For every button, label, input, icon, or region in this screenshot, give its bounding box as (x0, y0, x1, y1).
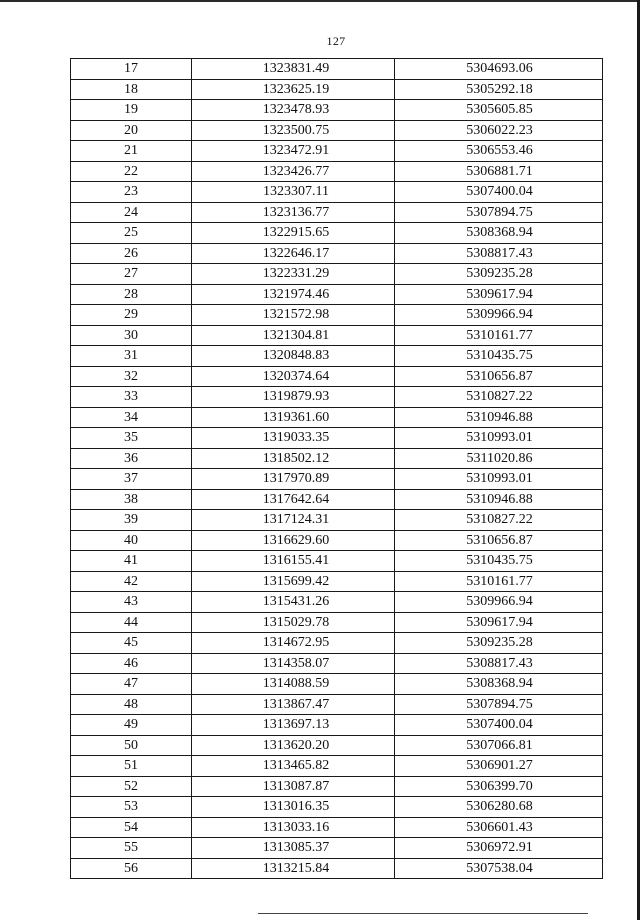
x-coordinate-cell: 1321572.98 (192, 305, 395, 326)
y-coordinate-cell: 5308817.43 (395, 653, 603, 674)
table-row (71, 817, 603, 838)
scan-top-edge (0, 0, 640, 2)
table-row (71, 100, 603, 121)
table-row (71, 674, 603, 695)
y-coordinate-cell: 5307894.75 (395, 202, 603, 223)
x-coordinate-cell: 1323472.91 (192, 141, 395, 162)
table-row (71, 79, 603, 100)
point-number-cell: 51 (71, 756, 192, 777)
table-row (71, 182, 603, 203)
point-number-cell: 28 (71, 284, 192, 305)
x-coordinate-cell: 1313620.20 (192, 735, 395, 756)
y-coordinate-cell: 5306972.91 (395, 838, 603, 859)
x-coordinate-cell: 1321304.81 (192, 325, 395, 346)
x-coordinate-cell: 1313016.35 (192, 797, 395, 818)
table-row (71, 346, 603, 367)
table-row (71, 243, 603, 264)
y-coordinate-cell: 5308368.94 (395, 674, 603, 695)
x-coordinate-cell: 1313085.37 (192, 838, 395, 859)
point-number-cell: 46 (71, 653, 192, 674)
y-coordinate-cell: 5310827.22 (395, 510, 603, 531)
table-row (71, 161, 603, 182)
table-row (71, 366, 603, 387)
point-number-cell: 39 (71, 510, 192, 531)
y-coordinate-cell: 5307400.04 (395, 715, 603, 736)
point-number-cell: 41 (71, 551, 192, 572)
x-coordinate-cell: 1314672.95 (192, 633, 395, 654)
table-row (71, 592, 603, 613)
point-number-cell: 49 (71, 715, 192, 736)
y-coordinate-cell: 5311020.86 (395, 448, 603, 469)
x-coordinate-cell: 1313697.13 (192, 715, 395, 736)
table-row (71, 551, 603, 572)
y-coordinate-cell: 5310993.01 (395, 428, 603, 449)
point-number-cell: 32 (71, 366, 192, 387)
y-coordinate-cell: 5309966.94 (395, 305, 603, 326)
x-coordinate-cell: 1313087.87 (192, 776, 395, 797)
table-row (71, 120, 603, 141)
point-number-cell: 44 (71, 612, 192, 633)
x-coordinate-cell: 1314358.07 (192, 653, 395, 674)
y-coordinate-cell: 5309966.94 (395, 592, 603, 613)
y-coordinate-cell: 5306881.71 (395, 161, 603, 182)
x-coordinate-cell: 1317124.31 (192, 510, 395, 531)
table-row (71, 489, 603, 510)
point-number-cell: 22 (71, 161, 192, 182)
point-number-cell: 23 (71, 182, 192, 203)
x-coordinate-cell: 1318502.12 (192, 448, 395, 469)
y-coordinate-cell: 5310946.88 (395, 489, 603, 510)
x-coordinate-cell: 1320848.83 (192, 346, 395, 367)
table-row (71, 305, 603, 326)
coordinates-table-body (71, 59, 603, 879)
y-coordinate-cell: 5305292.18 (395, 79, 603, 100)
table-row (71, 838, 603, 859)
x-coordinate-cell: 1313465.82 (192, 756, 395, 777)
table-row (71, 858, 603, 879)
x-coordinate-cell: 1313033.16 (192, 817, 395, 838)
point-number-cell: 18 (71, 79, 192, 100)
table-row (71, 59, 603, 80)
x-coordinate-cell: 1317642.64 (192, 489, 395, 510)
y-coordinate-cell: 5309617.94 (395, 284, 603, 305)
point-number-cell: 34 (71, 407, 192, 428)
x-coordinate-cell: 1317970.89 (192, 469, 395, 490)
point-number-cell: 50 (71, 735, 192, 756)
point-number-cell: 25 (71, 223, 192, 244)
point-number-cell: 33 (71, 387, 192, 408)
x-coordinate-cell: 1323426.77 (192, 161, 395, 182)
x-coordinate-cell: 1321974.46 (192, 284, 395, 305)
y-coordinate-cell: 5310435.75 (395, 346, 603, 367)
point-number-cell: 27 (71, 264, 192, 285)
table-row (71, 325, 603, 346)
x-coordinate-cell: 1315699.42 (192, 571, 395, 592)
y-coordinate-cell: 5306553.46 (395, 141, 603, 162)
x-coordinate-cell: 1323136.77 (192, 202, 395, 223)
y-coordinate-cell: 5310161.77 (395, 325, 603, 346)
point-number-cell: 42 (71, 571, 192, 592)
x-coordinate-cell: 1319361.60 (192, 407, 395, 428)
table-row (71, 530, 603, 551)
x-coordinate-cell: 1323478.93 (192, 100, 395, 121)
x-coordinate-cell: 1322646.17 (192, 243, 395, 264)
y-coordinate-cell: 5306901.27 (395, 756, 603, 777)
table-row (71, 284, 603, 305)
y-coordinate-cell: 5310827.22 (395, 387, 603, 408)
coordinates-table (70, 58, 603, 879)
y-coordinate-cell: 5308817.43 (395, 243, 603, 264)
point-number-cell: 21 (71, 141, 192, 162)
y-coordinate-cell: 5304693.06 (395, 59, 603, 80)
y-coordinate-cell: 5310656.87 (395, 530, 603, 551)
table-row (71, 387, 603, 408)
y-coordinate-cell: 5309235.28 (395, 264, 603, 285)
table-row (71, 510, 603, 531)
y-coordinate-cell: 5307538.04 (395, 858, 603, 879)
x-coordinate-cell: 1319033.35 (192, 428, 395, 449)
x-coordinate-cell: 1322915.65 (192, 223, 395, 244)
point-number-cell: 55 (71, 838, 192, 859)
table-row (71, 571, 603, 592)
point-number-cell: 56 (71, 858, 192, 879)
table-row (71, 612, 603, 633)
y-coordinate-cell: 5306280.68 (395, 797, 603, 818)
footer-rule (258, 913, 588, 914)
table-row (71, 469, 603, 490)
table-row (71, 797, 603, 818)
y-coordinate-cell: 5306601.43 (395, 817, 603, 838)
x-coordinate-cell: 1313215.84 (192, 858, 395, 879)
table-row (71, 448, 603, 469)
table-row (71, 202, 603, 223)
point-number-cell: 35 (71, 428, 192, 449)
table-row (71, 756, 603, 777)
table-row (71, 776, 603, 797)
point-number-cell: 45 (71, 633, 192, 654)
point-number-cell: 54 (71, 817, 192, 838)
x-coordinate-cell: 1316629.60 (192, 530, 395, 551)
point-number-cell: 36 (71, 448, 192, 469)
table-row (71, 715, 603, 736)
y-coordinate-cell: 5305605.85 (395, 100, 603, 121)
x-coordinate-cell: 1315029.78 (192, 612, 395, 633)
x-coordinate-cell: 1315431.26 (192, 592, 395, 613)
point-number-cell: 48 (71, 694, 192, 715)
y-coordinate-cell: 5310993.01 (395, 469, 603, 490)
point-number-cell: 31 (71, 346, 192, 367)
point-number-cell: 53 (71, 797, 192, 818)
point-number-cell: 38 (71, 489, 192, 510)
table-row (71, 633, 603, 654)
page-number: 127 (326, 34, 346, 48)
x-coordinate-cell: 1323625.19 (192, 79, 395, 100)
x-coordinate-cell: 1323500.75 (192, 120, 395, 141)
table-row (71, 264, 603, 285)
y-coordinate-cell: 5307066.81 (395, 735, 603, 756)
table-row (71, 223, 603, 244)
x-coordinate-cell: 1314088.59 (192, 674, 395, 695)
point-number-cell: 47 (71, 674, 192, 695)
y-coordinate-cell: 5307400.04 (395, 182, 603, 203)
point-number-cell: 20 (71, 120, 192, 141)
point-number-cell: 40 (71, 530, 192, 551)
y-coordinate-cell: 5309235.28 (395, 633, 603, 654)
y-coordinate-cell: 5310946.88 (395, 407, 603, 428)
y-coordinate-cell: 5310161.77 (395, 571, 603, 592)
y-coordinate-cell: 5306399.70 (395, 776, 603, 797)
x-coordinate-cell: 1313867.47 (192, 694, 395, 715)
point-number-cell: 26 (71, 243, 192, 264)
y-coordinate-cell: 5310656.87 (395, 366, 603, 387)
x-coordinate-cell: 1323307.11 (192, 182, 395, 203)
table-row (71, 141, 603, 162)
x-coordinate-cell: 1320374.64 (192, 366, 395, 387)
x-coordinate-cell: 1323831.49 (192, 59, 395, 80)
table-row (71, 694, 603, 715)
table-row (71, 428, 603, 449)
table-row (71, 735, 603, 756)
y-coordinate-cell: 5308368.94 (395, 223, 603, 244)
y-coordinate-cell: 5307894.75 (395, 694, 603, 715)
table-row (71, 407, 603, 428)
x-coordinate-cell: 1322331.29 (192, 264, 395, 285)
point-number-cell: 52 (71, 776, 192, 797)
point-number-cell: 17 (71, 59, 192, 80)
y-coordinate-cell: 5310435.75 (395, 551, 603, 572)
point-number-cell: 30 (71, 325, 192, 346)
point-number-cell: 19 (71, 100, 192, 121)
point-number-cell: 43 (71, 592, 192, 613)
x-coordinate-cell: 1316155.41 (192, 551, 395, 572)
x-coordinate-cell: 1319879.93 (192, 387, 395, 408)
point-number-cell: 24 (71, 202, 192, 223)
y-coordinate-cell: 5309617.94 (395, 612, 603, 633)
table-row (71, 653, 603, 674)
point-number-cell: 29 (71, 305, 192, 326)
point-number-cell: 37 (71, 469, 192, 490)
y-coordinate-cell: 5306022.23 (395, 120, 603, 141)
